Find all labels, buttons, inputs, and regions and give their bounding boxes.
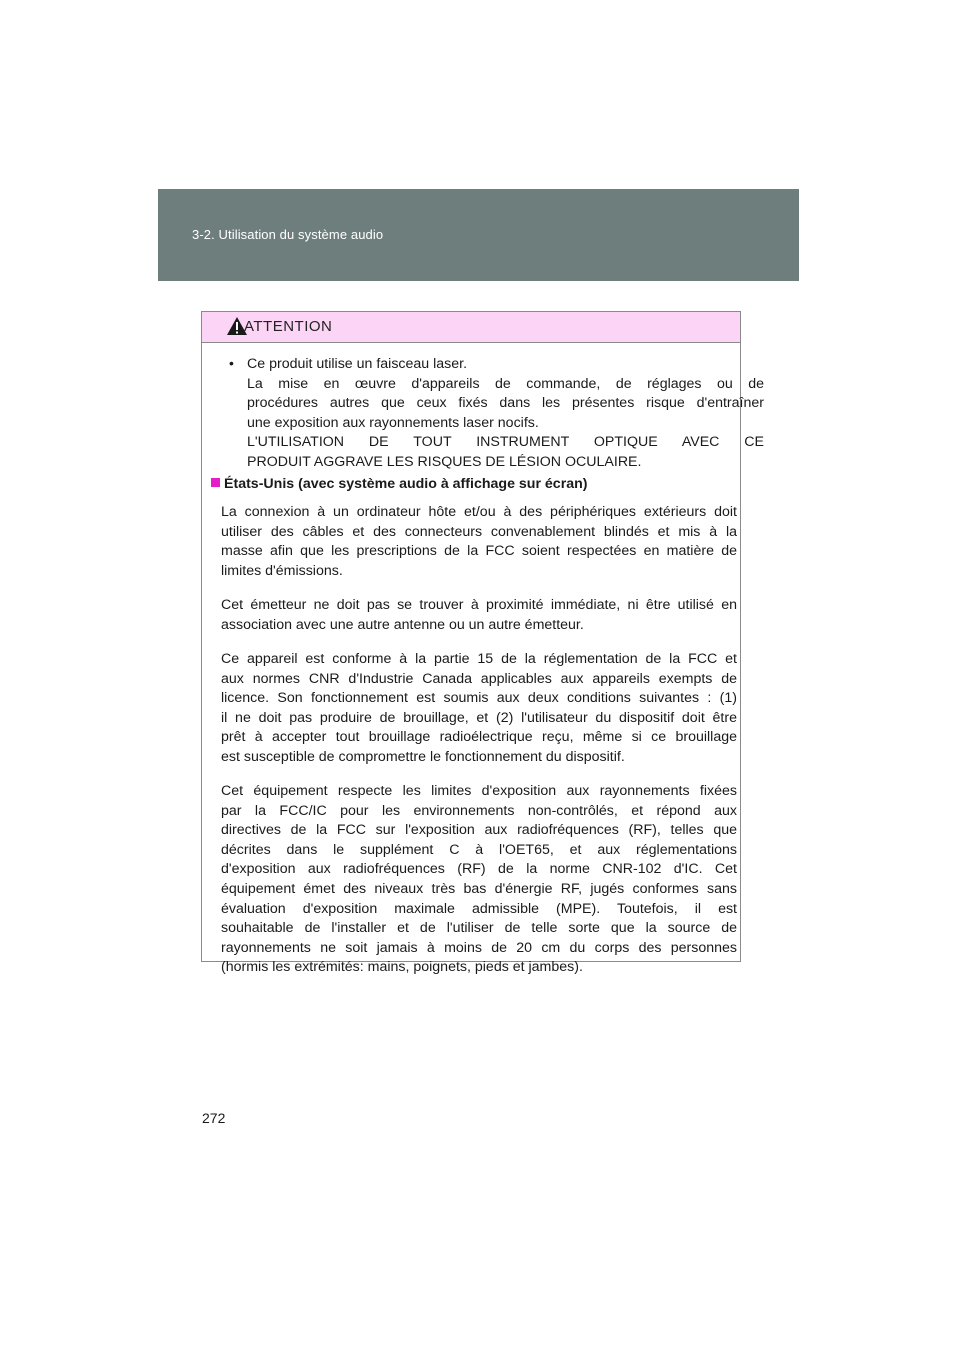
text-line: aux normes CNR d'Industrie Canada applicables aux appareils exempts de — [221, 670, 737, 687]
section-title: 3-2. Utilisation du système audio — [192, 227, 384, 242]
text-line: association avec une autre antenne ou un autre émetteur. — [221, 616, 584, 633]
text-line: Cet équipement respecte les limites d'exposition aux rayonnements fixées — [221, 783, 737, 799]
text-line: La connexion à un ordinateur hôte et/ou à des périphériques extérieurs doit — [221, 504, 737, 520]
paragraph-exposure — [221, 782, 737, 978]
text-line: PRODUIT AGGRAVE LES RISQUES DE LÉSION OCULAIRE. — [247, 453, 642, 470]
text-line: Ce appareil est conforme à la partie 15 de la réglementation de la FCC et — [221, 651, 737, 667]
text-line: évaluation d'exposition maximale admissible (MPE). Toutefois, il est — [221, 900, 737, 917]
text-line: est susceptible de compromettre le fonctionnement du dispositif. — [221, 748, 625, 765]
section-header-bar — [158, 189, 799, 281]
text-line: par la FCC/IC pour les environnements non-contrôlés, et répond aux — [221, 802, 737, 819]
text-line: une exposition aux rayonnements laser nocifs. — [247, 414, 539, 431]
text-line: licence. Son fonctionnement est soumis aux deux conditions suivantes : (1) — [221, 690, 737, 707]
text-line: directives de la FCC sur l'exposition aux radiofréquences (RF), telles que — [221, 822, 737, 839]
text-line: Cet émetteur ne doit pas se trouver à proximité immédiate, ni être utilisé en — [221, 597, 737, 613]
text-line: L'UTILISATION DE TOUT INSTRUMENT OPTIQUE AVEC CE — [247, 434, 764, 451]
text-line: utiliser des câbles et des connecteurs convenablement blindés et mis à la — [221, 523, 737, 540]
warning-box — [201, 311, 764, 976]
text-line: décrites dans le supplément C à l'OET65, et aux réglementations — [221, 841, 737, 858]
bullet-text — [247, 355, 764, 473]
section-heading-text: États-Unis (avec système audio à affichage sur écran) — [224, 476, 588, 492]
paragraph-fcc-cables — [221, 503, 737, 581]
text-line: prêt à accepter tout brouillage radioélectrique reçu, même si ce brouillage — [221, 729, 737, 746]
text-line: masse afin que les prescriptions de la FCC soient respectées en matière de — [221, 543, 737, 560]
text-line: d'exposition aux radiofréquences (RF) de la norme CNR-102 d'IC. Cet — [221, 861, 737, 878]
text-line: rayonnements ne soit jamais à moins de 20 cm du corps des personnes — [221, 939, 737, 956]
paragraph-transmitter — [221, 596, 737, 635]
text-line: (hormis les extrémités: mains, poignets, pieds et jambes). — [221, 959, 583, 976]
text-line: limites d'émissions. — [221, 562, 343, 579]
text-line: Ce produit utilise un faisceau laser. — [247, 356, 468, 372]
text-line: La mise en œuvre d'appareils de commande, de réglages ou de — [247, 375, 764, 392]
paragraph-compliance — [221, 650, 737, 768]
text-line: il ne doit pas produire de brouillage, et (2) l'utilisateur du dispositif doit être — [221, 709, 737, 726]
bullet-marker: • — [229, 355, 234, 371]
text-line: équipement émet des niveaux très bas d'énergie RF, jugés conformes sans — [221, 880, 737, 897]
warning-header — [202, 312, 740, 343]
square-marker-icon — [211, 478, 220, 487]
section-heading — [211, 476, 741, 492]
warning-title: ATTENTION — [244, 318, 333, 335]
text-line: procédures autres que ceux fixés dans les présentes risque d'entraîner — [247, 395, 764, 412]
page-number: 272 — [202, 1110, 226, 1126]
text-line: souhaitable de l'installer et de l'utiliser de telle sorte que la source de — [221, 920, 737, 937]
